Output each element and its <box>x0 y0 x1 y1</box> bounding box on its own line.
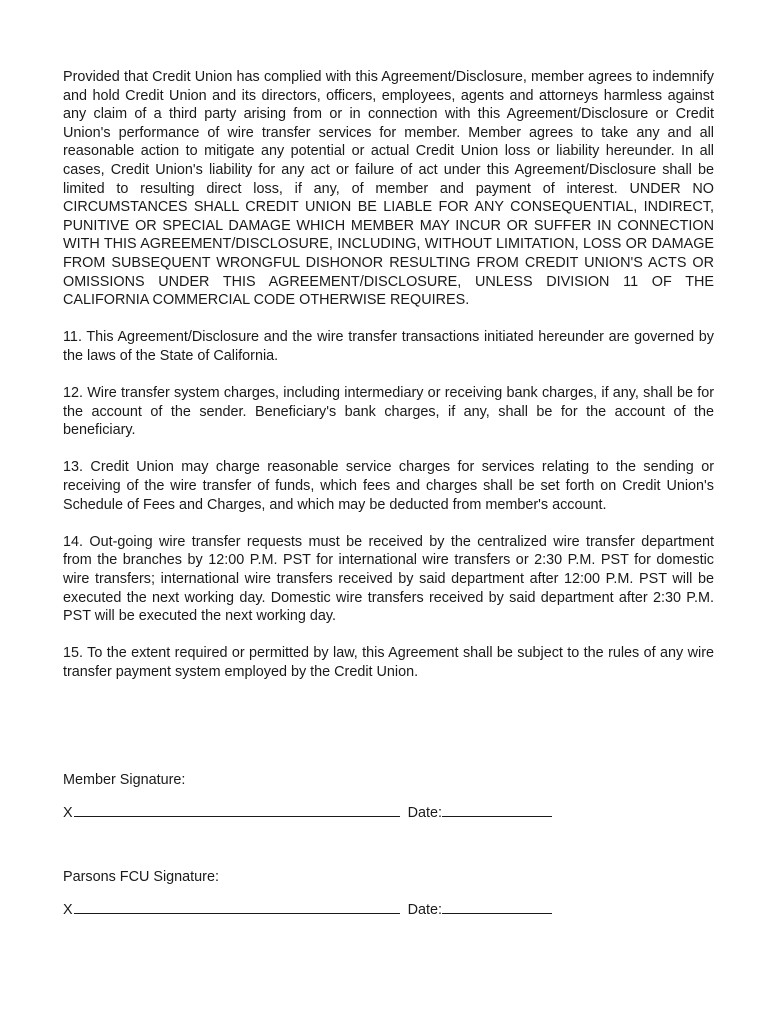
parsons-signature-line <box>63 901 714 920</box>
member-signature-line <box>63 804 714 823</box>
parsons-signature-label: Parsons FCU Signature: <box>63 869 219 885</box>
paragraph-11-governing-law: 11. This Agreement/Disclosure and the wire transfer transactions initiated hereunder are governed by the laws of the State of California. <box>63 329 714 364</box>
member-signature-x-mark: X <box>63 804 73 821</box>
parsons-date-field[interactable] <box>442 901 552 914</box>
parsons-signature-field[interactable] <box>74 901 400 914</box>
member-date-field[interactable] <box>442 804 552 817</box>
document-body <box>63 68 714 700</box>
parsons-signature-x-mark: X <box>63 901 73 918</box>
member-signature-label: Member Signature: <box>63 772 186 788</box>
paragraph-12-system-charges: 12. Wire transfer system charges, including intermediary or receiving bank charges, if any, shall be for the account of the sender. Beneficiary's bank charges, if any, shall be for the account of the beneficiary. <box>63 385 714 439</box>
member-date-label: Date: <box>407 804 443 821</box>
member-signature-block <box>63 771 714 822</box>
parsons-date-label: Date: <box>407 901 443 918</box>
parsons-signature-block <box>63 868 714 919</box>
paragraph-14-cutoff-times: 14. Out-going wire transfer requests must be received by the centralized wire transfer department from the branches by 12:00 P.M. PST for international wire transfers or 2:30 P.M. PST for domestic wire transfers; international wire transfers received by said department after 12:00 P.M. PST will be executed the next working day. Domestic wire transfers received by said department after 2:30 P.M. PST will be executed the next working day. <box>63 533 714 625</box>
paragraph-15-payment-system-rules: 15. To the extent required or permitted by law, this Agreement shall be subject to the rules of any wire transfer payment system employed by the Credit Union. <box>63 645 714 680</box>
paragraph-indemnification: Provided that Credit Union has complied with this Agreement/Disclosure, member agrees to indemnify and hold Credit Union and its directors, officers, employees, agents and attorneys harmless against any claim of a third party arising from or in connection with this Agreement/Disclosure or Credit Union's performance of wire transfer services for member. Member agrees to take any and all reasonable action to mitigate any potential or actual Credit Union loss or liability hereunder. In all cases, Credit Union's liability for any act or failure of act under this Agreement/Disclosure shall be limited to resulting direct loss, if any, of member and payment of interest. UNDER NO CIRCUMSTANCES SHALL CREDIT UNION BE LIABLE FOR ANY CONSEQUENTIAL, INDIRECT, PUNITIVE OR SPECIAL DAMAGE WHICH MEMBER MAY INCUR OR SUFFER IN CONNECTION WITH THIS AGREEMENT/DISCLOSURE, INCLUDING, WITHOUT LIMITATION, LOSS OR DAMAGE FROM SUBSEQUENT WRONGFUL DISHONOR RESULTING FROM CREDIT UNION'S ACTS OR OMISSIONS UNDER THIS AGREEMENT/DISCLOSURE, UNLESS DIVISION 11 OF THE CALIFORNIA COMMERCIAL CODE OTHERWISE REQUIRES. <box>63 69 714 309</box>
paragraph-13-service-charges: 13. Credit Union may charge reasonable service charges for services relating to the sending or receiving of the wire transfer of funds, which fees and charges shall be set forth on Credit Union's Schedule of Fees and Charges, and which may be deducted from member's account. <box>63 459 714 513</box>
member-signature-field[interactable] <box>74 804 400 817</box>
